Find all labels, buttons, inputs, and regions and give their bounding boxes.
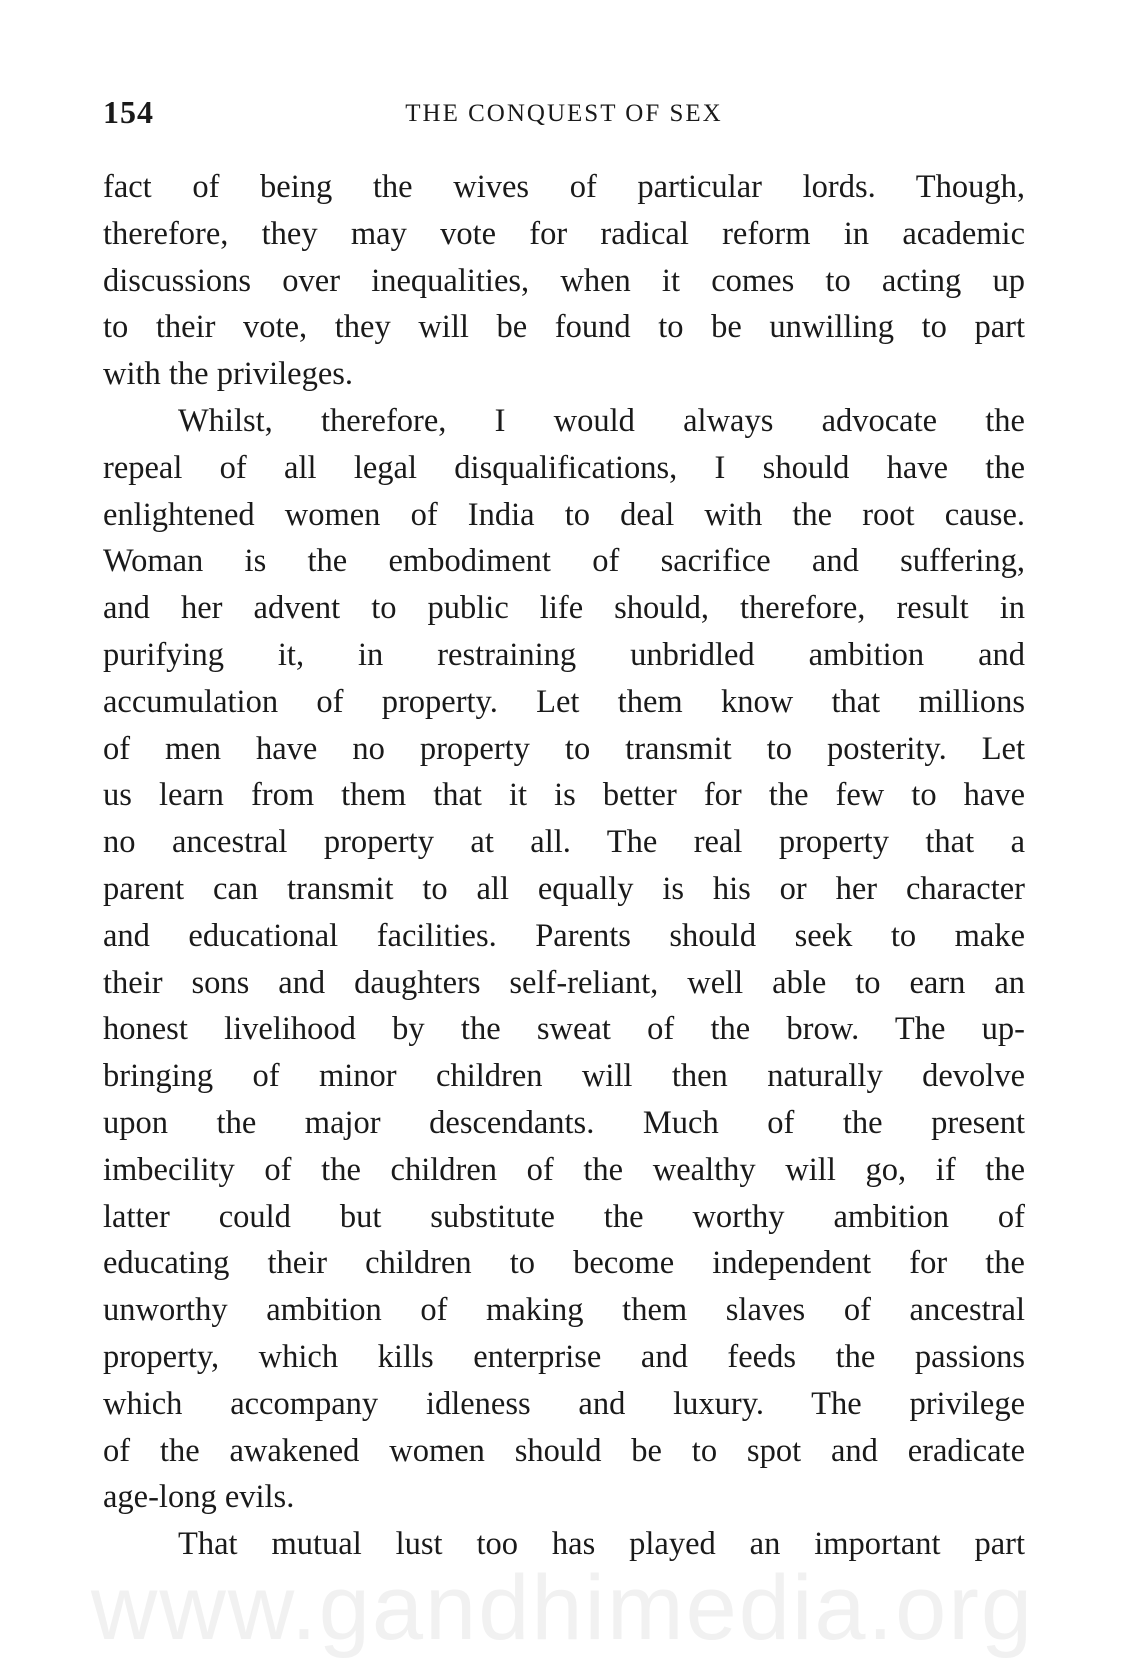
text-line: latter could but substitute the worthy ambition of bbox=[103, 1198, 1025, 1235]
text-line: educating their children to become independent for the bbox=[103, 1245, 1025, 1282]
running-title: THE CONQUEST OF SEX bbox=[405, 100, 723, 127]
text-line: of men have no property to transmit to posterity. Let bbox=[103, 730, 1025, 767]
text-line: which accompany idleness and luxury. The privilege bbox=[103, 1385, 1025, 1422]
text-line: That mutual lust too has played an important part bbox=[178, 1526, 1025, 1563]
text-line: and her advent to public life should, therefore, result in bbox=[103, 590, 1025, 627]
text-line: enlightened women of India to deal with the root cause. bbox=[103, 496, 1025, 533]
text-line: no ancestral property at all. The real property that a bbox=[103, 824, 1025, 861]
text-line: parent can transmit to all equally is his or her character bbox=[103, 870, 1025, 907]
text-line: with the privileges. bbox=[103, 356, 354, 393]
body-text bbox=[103, 164, 1025, 1568]
text-line: purifying it, in restraining unbridled ambition and bbox=[103, 636, 1025, 673]
text-line: upon the major descendants. Much of the present bbox=[103, 1104, 1025, 1141]
text-line: repeal of all legal disqualifications, I should have the bbox=[103, 449, 1025, 486]
text-line: unworthy ambition of making them slaves of ancestral bbox=[103, 1292, 1025, 1329]
text-line: and educational facilities. Parents should seek to make bbox=[103, 917, 1025, 954]
text-line: accumulation of property. Let them know that millions bbox=[103, 683, 1025, 720]
text-line: of the awakened women should be to spot and eradicate bbox=[103, 1432, 1025, 1469]
text-line: Woman is the embodiment of sacrifice and suffering, bbox=[103, 543, 1025, 580]
text-line: therefore, they may vote for radical reform in academic bbox=[103, 215, 1025, 252]
text-line: fact of being the wives of particular lords. Though, bbox=[103, 169, 1025, 205]
text-line: imbecility of the children of the wealthy will go, if the bbox=[103, 1151, 1025, 1188]
watermark: www.gandhimedia.org bbox=[90, 1557, 1035, 1659]
running-head bbox=[103, 94, 1025, 134]
text-line: us learn from them that it is better for the few to have bbox=[103, 777, 1025, 814]
text-line: bringing of minor children will then naturally devolve bbox=[103, 1058, 1025, 1095]
text-line: age-long evils. bbox=[103, 1479, 295, 1516]
text-line: honest livelihood by the sweat of the brow. The up- bbox=[103, 1011, 1025, 1048]
text-line: property, which kills enterprise and feeds the passions bbox=[103, 1338, 1025, 1375]
page-number: 154 bbox=[103, 94, 154, 130]
text-line: discussions over inequalities, when it comes to acting up bbox=[103, 262, 1025, 299]
text-line: their sons and daughters self-reliant, well able to earn an bbox=[103, 964, 1025, 1001]
text-line: to their vote, they will be found to be unwilling to part bbox=[103, 309, 1025, 346]
text-line: Whilst, therefore, I would always advocate the bbox=[178, 402, 1025, 439]
